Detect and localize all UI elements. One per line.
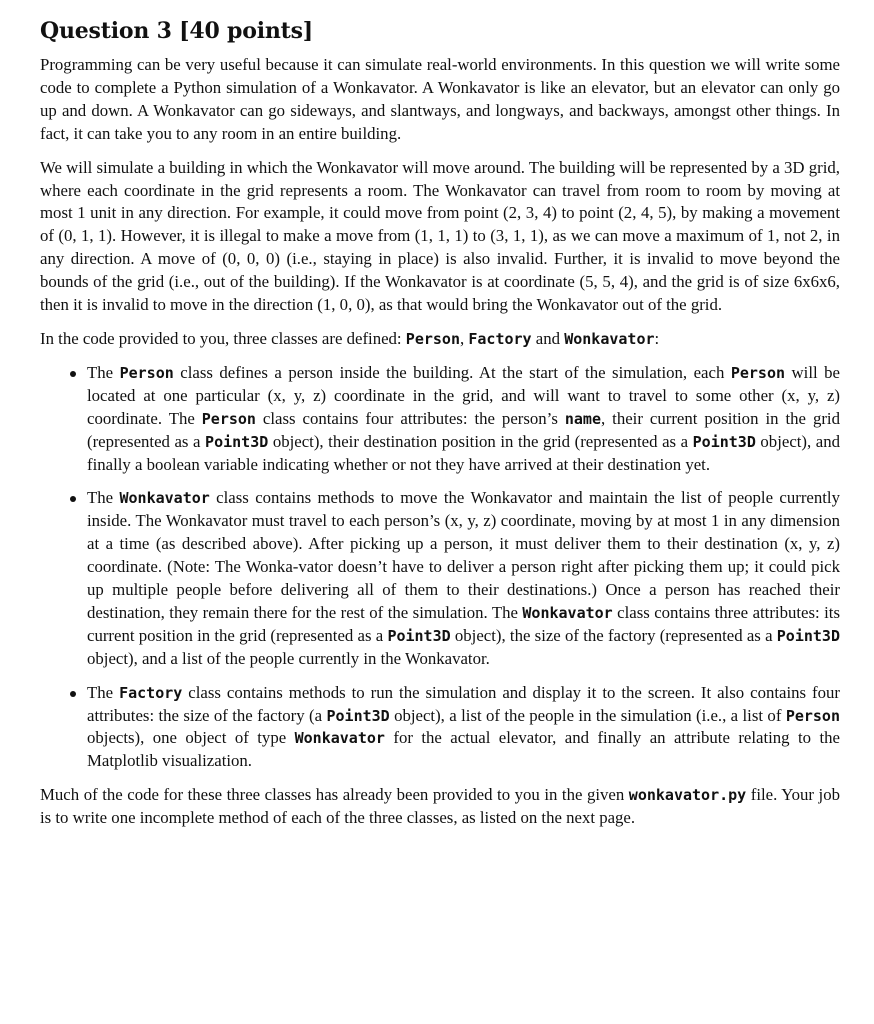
- code-point3d: Point3D: [326, 706, 390, 725]
- text: The: [87, 488, 120, 508]
- paragraph-task: [40, 784, 840, 830]
- text: class contains four attributes: the person’s: [255, 408, 565, 428]
- text: objects), one object of type: [87, 728, 295, 748]
- text: object), and finally a boolean variable indicating whether or not they have arrived at their destination yet.: [87, 431, 840, 474]
- text: object), their destination position in the grid (represented as a: [268, 431, 693, 451]
- paragraph-intro: Programming can be very useful because it can simulate real-world environments. In this question we will write some code to complete a Python simulation of a Wonkavator. A Wonkavator is like an elevator, but an elevator can only go up and down. A Wonkavator can go sideways, and slantways, and longways, and backways, amongst other things. In fact, it can take you to any room in an entire building.: [40, 55, 840, 143]
- code-wonkavator: Wonkavator: [522, 603, 613, 622]
- text: In the code provided to you, three classes are defined:: [40, 328, 406, 348]
- code-wonkavator: Wonkavator: [119, 489, 210, 508]
- text: :: [654, 328, 660, 348]
- text: ,: [459, 328, 469, 348]
- paragraph-grid: We will simulate a building in which the Wonkavator will move around. The building will be represented by a 3D grid, where each coordinate in the grid represents a room. The Wonkavator can travel from room to room by moving at most 1 unit in any direction. For example, it could move from point (2, 3, 4) to point (2, 4, 5), by making a movement of (0, 1, 1). However, it is illegal to make a move from (1, 1, 1) to (3, 1, 1), as we can move a maximum of 1, not 2, in any direction. A move of (0, 0, 0) (i.e., staying in place) is also invalid. Further, it is invalid to move beyond the bounds of the grid (i.e., out of the building). If the Wonkavator is at coordinate (5, 5, 4), and the grid is of size 6x6x6, then it is invalid to move in the direction (1, 0, 0), as that would bring the Wonkavator out of the grid.: [40, 157, 840, 315]
- code-factory: Factory: [119, 683, 183, 702]
- text: class contains methods to move the Wonkavator and maintain the list of people currently inside. The Wonkavator must travel to each person’s (x, y, z) coordinate, moving by at most 1 in any dimension at a time (as described above). After picking up a person, it must deliver them to their destination (x, y, z) coordinate. (Note: The Wonka-vator doesn’t have to deliver a person right after picking them up; it could pick up multiple people before delivering all of them to their destinations.) Once a person has reached their destination, they remain there for the rest of the simulation. The: [87, 488, 840, 622]
- text: , their current position in the grid (represented as a: [87, 408, 840, 451]
- list-item-factory: [40, 682, 840, 774]
- text: class contains methods to run the simulation and display it to the screen. It also contains four attributes: the size of the factory (a: [87, 682, 840, 725]
- bullet-dot: [70, 496, 76, 502]
- list-item-wonkavator: [40, 487, 840, 670]
- code-point3d: Point3D: [387, 626, 451, 645]
- code-person: Person: [119, 363, 174, 382]
- code-person: Person: [405, 329, 460, 348]
- code-point3d: Point3D: [205, 432, 269, 451]
- text: and: [531, 328, 565, 348]
- document-page: [40, 16, 840, 830]
- code-point3d: Point3D: [776, 626, 840, 645]
- code-wonkavator: Wonkavator: [564, 329, 655, 348]
- text: The: [87, 362, 120, 382]
- text: for the actual elevator, and finally an attribute relating to the Matplotlib visualization.: [87, 728, 841, 771]
- code-name: name: [564, 409, 601, 428]
- text: file. Your job is to write one incomplete method of each of the three classes, as listed on the next page.: [40, 785, 841, 828]
- code-point3d: Point3D: [692, 432, 756, 451]
- class-list: [40, 362, 840, 773]
- code-person: Person: [201, 409, 256, 428]
- bullet-dot: [70, 371, 76, 377]
- question-title: Question 3 [40 points]: [40, 18, 314, 44]
- text: object), and a list of the people currently in the Wonkavator.: [87, 648, 490, 668]
- code-wonkavator: Wonkavator: [294, 729, 385, 748]
- code-person: Person: [730, 363, 786, 382]
- code-factory: Factory: [468, 329, 532, 348]
- text: The: [87, 682, 120, 702]
- text: class defines a person inside the building. At the start of the simulation, each: [173, 362, 731, 382]
- paragraph-classes: [40, 328, 840, 351]
- code-filename: wonkavator.py: [628, 786, 747, 805]
- bullet-dot: [70, 691, 76, 697]
- text: Much of the code for these three classes has already been provided to you in the given: [40, 785, 629, 805]
- code-person: Person: [785, 706, 840, 725]
- text: object), a list of the people in the simulation (i.e., a list of: [389, 705, 786, 725]
- list-item-person: [40, 362, 840, 477]
- text: class contains three attributes: its current position in the grid (represented as a: [87, 602, 840, 645]
- text: will be located at one particular (x, y, z) coordinate in the grid, and will want to travel to some other (x, y, z) coordinate. The: [87, 362, 840, 428]
- text: object), the size of the factory (represented as a: [450, 625, 777, 645]
